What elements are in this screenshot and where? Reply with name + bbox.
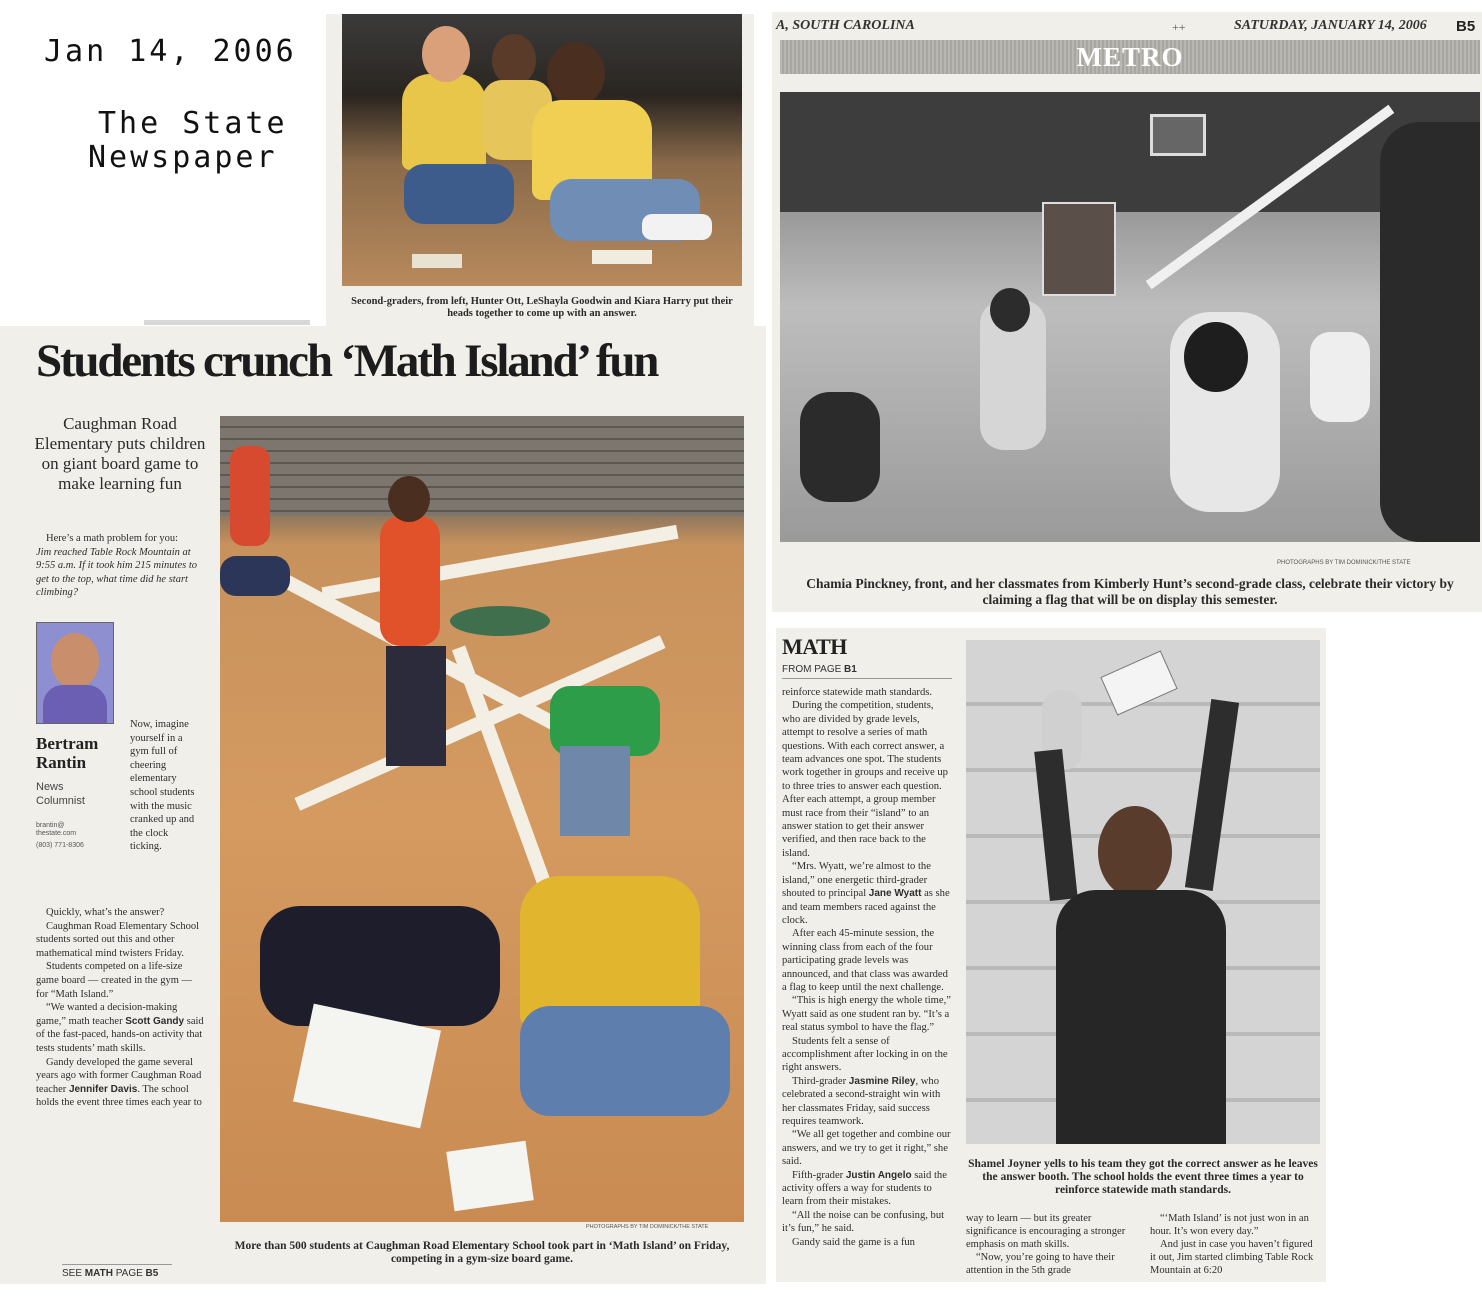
paragraph: Gandy said the game is a fun	[792, 1236, 915, 1248]
clip-photo-second-graders	[326, 14, 754, 326]
paragraph: Jim reached Table Rock Mountain at 9:55 a.m. If it took him 215 minutes to get to the top, what time did he start climbing?	[36, 546, 197, 599]
columnist-phone: (803) 771-8306	[36, 842, 84, 849]
continuation-column	[782, 686, 954, 1249]
caption-shamel-joyner: Shamel Joyner yells to his team they got the correct answer as he leaves the answer booth. The school holds the event three times a year to reinforce statewide math standards.	[968, 1158, 1318, 1196]
section-bar	[780, 40, 1480, 74]
paragraph: Caughman Road Elementary School students sorted out this and other mathematical mind twisters Friday.	[36, 920, 200, 959]
photo-gym-board-game	[220, 416, 744, 1222]
note-publication-line1: The State	[98, 106, 288, 141]
paragraph: reinforce statewide math standards.	[782, 687, 933, 698]
note-date: Jan 14, 2006	[44, 34, 297, 69]
continuation-heading: MATH	[782, 634, 847, 659]
answer-card-icon	[1100, 650, 1177, 715]
paragraph: “All the noise can be confusing, but it’s fun,” he said.	[782, 1209, 945, 1235]
paragraph: “We all get together and combine our answers, and we try to get it right,” she said.	[782, 1129, 951, 1168]
paragraph: And just in case you haven’t figured it out, Jim started climbing Table Rock Mountain at 6:20	[1150, 1239, 1314, 1276]
paragraph: “We wanted a decision-making game,” math teacher Scott Gandy said of the fast-paced, hands-on activity that tests students’ math skills.	[36, 1002, 204, 1054]
photo-shamel-joyner	[966, 640, 1320, 1144]
columnist-title: News Columnist	[36, 781, 85, 807]
clip-continuation	[776, 628, 1326, 1282]
paragraph: “This is high energy the whole time,” Wyatt said as one student ran by. “It’s a real status symbol to have the flag.”	[782, 995, 951, 1034]
article-column-wrap	[130, 718, 202, 854]
paragraph: Third-grader Jasmine Riley, who celebrated a second-straight win with her classmates Friday, said success requires teamwork.	[782, 1075, 941, 1127]
jump-line: SEE MATH PAGE B5	[62, 1264, 172, 1279]
dateline-marks: ++	[1172, 20, 1186, 34]
columnist-name: Bertram Rantin	[36, 734, 99, 772]
photo-credit-metro: PHOTOGRAPHS BY TIM DOMINICK/THE STATE	[1277, 560, 1411, 566]
article-column-lower	[36, 906, 204, 1110]
paragraph: Gandy developed the game several years ago with former Caughman Road teacher Jennifer Davis. The school holds the event three times each year to	[36, 1056, 202, 1109]
paragraph: Students felt a sense of accomplishment after locking in on the right answers.	[782, 1035, 948, 1074]
paragraph: way to learn — but its greater significance is encouraging a stronger emphasis on math skills.	[966, 1213, 1126, 1250]
deck: Caughman Road Elementary puts children on giant board game to make learning fun	[34, 414, 206, 493]
paragraph: “Now, you’re going to have their attention in the 5th grade	[966, 1252, 1115, 1276]
photo-second-graders	[342, 14, 742, 286]
paragraph: Quickly, what’s the answer?	[46, 907, 165, 918]
dateline-page: B5	[1456, 18, 1476, 35]
continuation-from: FROM PAGE B1	[782, 664, 952, 679]
article-column	[36, 532, 204, 600]
portrait-photo-icon	[51, 633, 99, 689]
continuation-column-2	[966, 1212, 1126, 1276]
photo-credit-main: PHOTOGRAPHS BY TIM DOMINICK/THE STATE	[586, 1224, 709, 1230]
note-publication-line2: Newspaper	[88, 140, 278, 175]
basketball-hoop-icon	[1150, 114, 1206, 156]
paragraph: “Mrs. Wyatt, we’re almost to the island,” one energetic third-grader shouted to principal Jane Wyatt as she and team members raced against the clock.	[782, 861, 950, 926]
continuation-column-3	[1150, 1212, 1320, 1276]
headline: Students crunch ‘Math Island’ fun	[36, 335, 658, 387]
dateline-date: SATURDAY, JANUARY 14, 2006	[1234, 18, 1427, 33]
paragraph: After each 45-minute session, the winning class from each of the four participating grade levels was announced, and that class was awarded a flag to keep until the next challenge.	[782, 928, 948, 993]
paragraph: Now, imagine yourself in a gym full of cheering elementary school students with the music cranked up and the clock ticking.	[130, 719, 195, 853]
paragraph: “‘Math Island’ is not just won in an hour. It’s won every day.”	[1150, 1213, 1309, 1237]
caption-second-graders: Second-graders, from left, Hunter Ott, LeShayla Goodwin and Kiara Harry put their heads together to come up with an answer.	[351, 296, 733, 319]
columnist-email: brantin@ thestate.com	[36, 822, 77, 837]
dateline-location: A, SOUTH CAROLINA	[776, 18, 915, 33]
paragraph: Fifth-grader Justin Angelo said the activity offers a way for students to learn from their mistakes.	[782, 1169, 947, 1208]
photo-celebration	[780, 92, 1480, 542]
columnist-portrait	[36, 622, 114, 724]
clip-main-article	[0, 326, 766, 1284]
clip-metro-front	[772, 12, 1482, 612]
paragraph: Students competed on a life-size game board — created in the gym — for “Math Island.”	[36, 961, 192, 1000]
caption-main: More than 500 students at Caughman Road Elementary School took part in ‘Math Island’ on Friday, competing in a gym-size board game.	[234, 1240, 730, 1265]
paragraph: Here’s a math problem for you:	[46, 533, 179, 544]
section-title: METRO	[1076, 42, 1184, 72]
paragraph: During the competition, students, who are divided by grade levels, attempt to resolve a series of math questions. With each correct answer, a team advances one spot. The students work together in groups and receive up to three tries to answer each question. After each attempt, a group member must race from their “island” to an answer station to get their answer verified, and then race back to the island.	[782, 700, 948, 859]
divider	[144, 320, 310, 325]
caption-celebration: Chamia Pinckney, front, and her classmates from Kimberly Hunt’s second-grade class, celebrate their victory by claiming a flag that will be on display this semester.	[806, 576, 1454, 607]
